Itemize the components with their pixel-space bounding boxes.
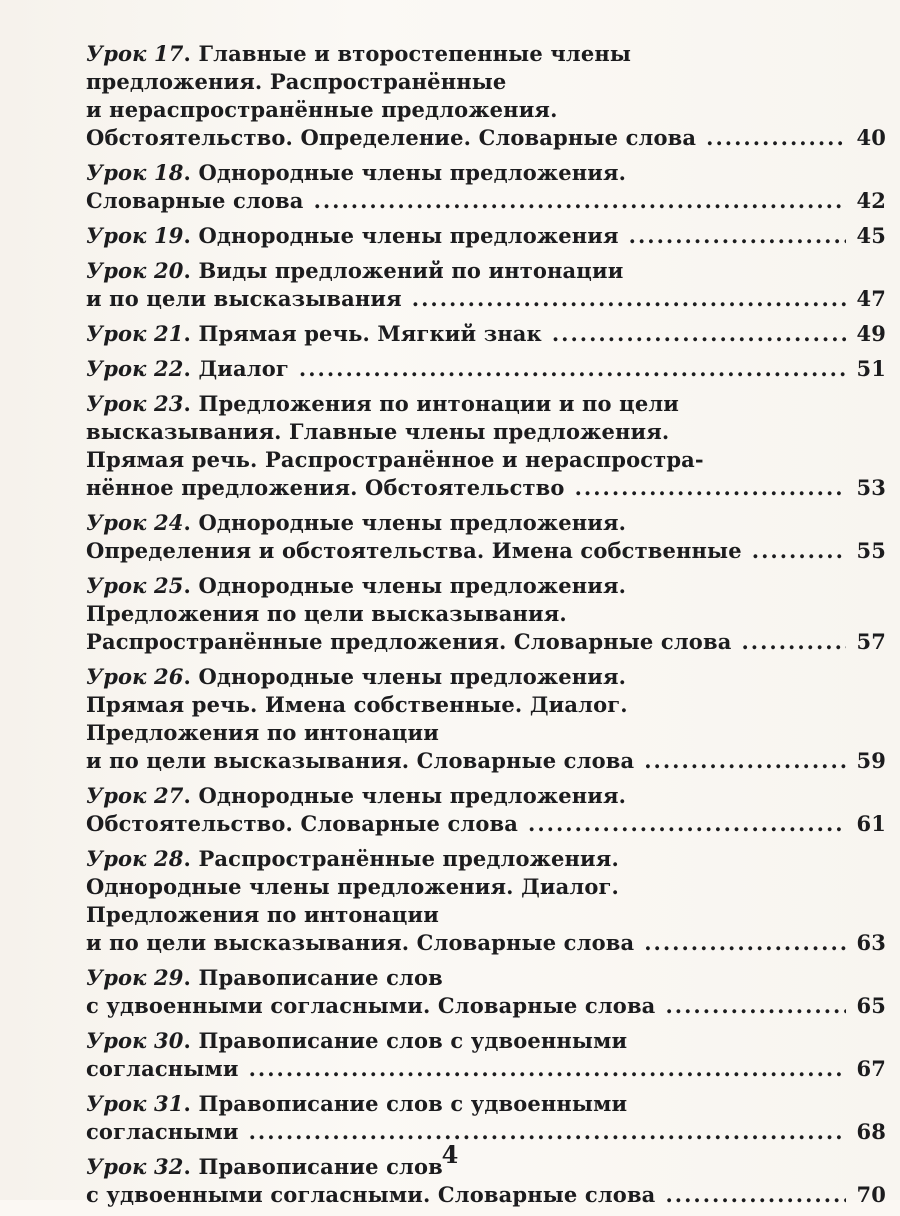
toc-line-text: и по цели высказывания. Словарные слова xyxy=(86,930,635,955)
toc-line-text: и по цели высказывания. Словарные слова xyxy=(86,748,635,773)
toc-line-text: Распространённые предложения. xyxy=(198,846,619,871)
toc-entry xyxy=(86,355,886,383)
toc-entry-last-line xyxy=(86,285,886,313)
toc-line-text: Правописание слов xyxy=(198,1154,443,1179)
lesson-label: Урок 17 xyxy=(86,41,184,66)
toc-page-number: 49 xyxy=(856,321,886,346)
toc-entry xyxy=(86,782,886,838)
toc-entry-line xyxy=(86,782,886,810)
toc-line-text: предложения. Распространённые xyxy=(86,69,507,94)
toc-page-number: 42 xyxy=(856,188,886,213)
toc-entry-text xyxy=(86,1181,655,1209)
toc-line-text: с удвоенными согласными. Словарные слова xyxy=(86,993,656,1018)
toc-line-text: Словарные слова xyxy=(86,188,304,213)
toc-line-text: Предложения по цели высказывания. xyxy=(86,601,567,626)
toc-entry-line xyxy=(86,509,886,537)
toc-entry-text: Урок 30. Правописание слов с удвоенными xyxy=(86,1028,628,1053)
toc-line-text: Однородные члены предложения. xyxy=(198,573,627,598)
toc-entry xyxy=(86,964,886,1020)
toc-entry-text xyxy=(86,929,634,957)
toc-entry-line xyxy=(86,964,886,992)
toc-line-text: Однородные члены предложения. Диалог. xyxy=(86,874,619,899)
toc-entry-text: Урок 20. Виды предложений по интонации xyxy=(86,258,624,283)
toc-entry-text xyxy=(86,692,628,717)
toc-entry-text xyxy=(86,447,704,472)
toc-page-number: 45 xyxy=(856,223,886,248)
toc-line-text: Однородные члены предложения. xyxy=(198,510,627,535)
lesson-label: Урок 26 xyxy=(86,664,184,689)
lesson-label: Урок 30 xyxy=(86,1028,184,1053)
toc-entry-text: Урок 31. Правописание слов с удвоенными xyxy=(86,1091,628,1116)
toc-line-text: Прямая речь. Мягкий знак xyxy=(198,321,542,346)
toc-entry-text: Урок 27. Однородные члены предложения. xyxy=(86,783,627,808)
toc-entry-line xyxy=(86,40,886,68)
toc-entry-last-line xyxy=(86,992,886,1020)
toc-entry xyxy=(86,320,886,348)
toc-entry xyxy=(86,845,886,957)
toc-entry-text xyxy=(86,474,565,502)
dot-leader xyxy=(552,320,846,348)
toc-line-text: Виды предложений по интонации xyxy=(198,258,624,283)
toc-line-text: с удвоенными согласными. Словарные слова xyxy=(86,1182,656,1207)
toc-entry-text: Урок 24. Однородные члены предложения. xyxy=(86,510,627,535)
toc-entry-text: Урок 23. Предложения по интонации и по цели xyxy=(86,391,680,416)
toc-entry-line xyxy=(86,600,886,628)
lesson-label: Урок 27 xyxy=(86,783,184,808)
toc-entry-last-line xyxy=(86,320,886,348)
toc-line-text: Предложения по интонации и по цели xyxy=(198,391,680,416)
toc-entry-last-line xyxy=(86,222,886,250)
toc-entry-text: Урок 28. Распространённые предложения. xyxy=(86,846,619,871)
dot-leader xyxy=(644,929,846,957)
toc-line-text: и по цели высказывания xyxy=(86,286,402,311)
toc-line-text: Распространённые предложения. Словарные слова xyxy=(86,629,732,654)
toc-line-text: Однородные члены предложения. xyxy=(198,783,627,808)
toc-entry-line xyxy=(86,446,886,474)
dot-leader xyxy=(412,285,846,313)
toc-page-number: 63 xyxy=(856,930,886,955)
toc-page-number: 61 xyxy=(856,811,886,836)
toc-line-text: согласными xyxy=(86,1119,239,1144)
dot-leader xyxy=(249,1055,846,1083)
table-of-contents xyxy=(86,40,886,1216)
toc-entry-line xyxy=(86,901,886,929)
lesson-label: Урок 21 xyxy=(86,321,184,346)
toc-entry-text xyxy=(86,285,402,313)
toc-entry-line xyxy=(86,96,886,124)
toc-entry-text: Урок 29. Правописание слов xyxy=(86,965,443,990)
toc-line-text: Однородные члены предложения xyxy=(198,223,619,248)
toc-entry-line xyxy=(86,418,886,446)
toc-line-text: нённое предложения. Обстоятельство xyxy=(86,475,565,500)
dot-leader xyxy=(665,992,846,1020)
toc-entry xyxy=(86,1090,886,1146)
toc-line-text: Обстоятельство. Определение. Словарные слова xyxy=(86,125,697,150)
toc-entry-line xyxy=(86,1090,886,1118)
toc-entry xyxy=(86,40,886,152)
toc-line-text: Определения и обстоятельства. Имена собственные xyxy=(86,538,742,563)
dot-leader xyxy=(741,628,846,656)
toc-entry-line xyxy=(86,68,886,96)
toc-entry-last-line xyxy=(86,929,886,957)
toc-entry-text xyxy=(86,69,506,94)
toc-entry-text xyxy=(86,1055,239,1083)
toc-page-number: 53 xyxy=(856,475,886,500)
toc-entry-text: Урок 22. Диалог xyxy=(86,356,289,381)
toc-entry xyxy=(86,222,886,250)
toc-entry-last-line xyxy=(86,187,886,215)
toc-entry-last-line xyxy=(86,355,886,383)
toc-entry xyxy=(86,1027,886,1083)
toc-line-text: согласными xyxy=(86,1056,239,1081)
toc-line-text: Прямая речь. Распространённое и нераспростра- xyxy=(86,447,704,472)
toc-entry-line xyxy=(86,159,886,187)
toc-entry-text xyxy=(86,747,634,775)
toc-entry-text xyxy=(86,902,439,927)
toc-entry-last-line xyxy=(86,747,886,775)
toc-line-text: высказывания. Главные члены предложения. xyxy=(86,419,670,444)
toc-line-text: Однородные члены предложения. xyxy=(198,664,627,689)
toc-line-text: и нераспространённые предложения. xyxy=(86,97,558,122)
toc-entry-text xyxy=(86,992,655,1020)
lesson-label: Урок 29 xyxy=(86,965,184,990)
dot-leader xyxy=(575,474,846,502)
dot-leader xyxy=(644,747,846,775)
toc-entry-line xyxy=(86,873,886,901)
toc-page-number: 70 xyxy=(856,1182,886,1207)
toc-line-text: Главные и второстепенные члены xyxy=(198,41,632,66)
toc-entry xyxy=(86,390,886,502)
dot-leader xyxy=(629,222,846,250)
toc-entry-last-line xyxy=(86,474,886,502)
toc-entry-last-line xyxy=(86,1181,886,1209)
toc-line-text: Предложения по интонации xyxy=(86,720,439,745)
toc-entry-line xyxy=(86,719,886,747)
toc-entry-line xyxy=(86,572,886,600)
toc-entry-text xyxy=(86,419,669,444)
toc-entry-text: Урок 32. Правописание слов xyxy=(86,1154,443,1179)
lesson-label: Урок 28 xyxy=(86,846,184,871)
toc-page-number: 57 xyxy=(856,629,886,654)
dot-leader xyxy=(299,355,846,383)
toc-entry-text: Урок 25. Однородные члены предложения. xyxy=(86,573,627,598)
toc-entry-last-line xyxy=(86,1055,886,1083)
toc-page-number: 51 xyxy=(856,356,886,381)
dot-leader xyxy=(528,810,846,838)
toc-line-text: Обстоятельство. Словарные слова xyxy=(86,811,519,836)
toc-entry-text: Урок 17. Главные и второстепенные члены xyxy=(86,41,632,66)
toc-line-text: Правописание слов с удвоенными xyxy=(198,1028,628,1053)
lesson-label: Урок 18 xyxy=(86,160,184,185)
toc-line-text: Прямая речь. Имена собственные. Диалог. xyxy=(86,692,628,717)
toc-entry xyxy=(86,663,886,775)
toc-entry-line xyxy=(86,691,886,719)
lesson-label: Урок 20 xyxy=(86,258,184,283)
lesson-label: Урок 23 xyxy=(86,391,184,416)
toc-entry-line xyxy=(86,390,886,418)
lesson-label: Урок 31 xyxy=(86,1091,184,1116)
toc-entry xyxy=(86,257,886,313)
dot-leader xyxy=(752,537,846,565)
toc-entry-text: Урок 21. Прямая речь. Мягкий знак xyxy=(86,321,542,346)
toc-entry-last-line xyxy=(86,537,886,565)
toc-entry-text: Урок 18. Однородные члены предложения. xyxy=(86,160,627,185)
toc-entry-line xyxy=(86,1027,886,1055)
lesson-label: Урок 22 xyxy=(86,356,184,381)
toc-entry-text: Урок 19. Однородные члены предложения xyxy=(86,223,619,248)
toc-entry-text xyxy=(86,97,558,122)
toc-line-text: Диалог xyxy=(198,356,289,381)
toc-page-number: 59 xyxy=(856,748,886,773)
toc-entry-line xyxy=(86,845,886,873)
toc-entry-text xyxy=(86,874,619,899)
toc-entry-text xyxy=(86,537,742,565)
toc-entry-line xyxy=(86,663,886,691)
toc-page-number: 68 xyxy=(856,1119,886,1144)
toc-entry-last-line xyxy=(86,628,886,656)
toc-page-number: 67 xyxy=(856,1056,886,1081)
toc-line-text: Однородные члены предложения. xyxy=(198,160,627,185)
toc-entry-text xyxy=(86,628,731,656)
lesson-label: Урок 25 xyxy=(86,573,184,598)
toc-entry-text xyxy=(86,810,518,838)
toc-entry xyxy=(86,509,886,565)
toc-page-number: 47 xyxy=(856,286,886,311)
toc-line-text: Предложения по интонации xyxy=(86,902,439,927)
toc-page-number: 40 xyxy=(856,125,886,150)
toc-entry-last-line xyxy=(86,124,886,152)
dot-leader xyxy=(706,124,846,152)
dot-leader xyxy=(314,187,846,215)
dot-leader xyxy=(665,1181,846,1209)
page-number: 4 xyxy=(441,1140,459,1169)
toc-line-text: Правописание слов с удвоенными xyxy=(198,1091,628,1116)
toc-entry-line xyxy=(86,257,886,285)
toc-entry-last-line xyxy=(86,810,886,838)
toc-line-text: Правописание слов xyxy=(198,965,443,990)
toc-entry-text: Урок 26. Однородные члены предложения. xyxy=(86,664,627,689)
toc-entry-text xyxy=(86,601,567,626)
toc-entry xyxy=(86,159,886,215)
toc-entry-text xyxy=(86,187,304,215)
toc-entry-text xyxy=(86,124,696,152)
toc-page-number: 65 xyxy=(856,993,886,1018)
toc-entry xyxy=(86,572,886,656)
lesson-label: Урок 32 xyxy=(86,1154,184,1179)
lesson-label: Урок 24 xyxy=(86,510,184,535)
toc-page-number: 55 xyxy=(856,538,886,563)
toc-entry-text xyxy=(86,720,439,745)
lesson-label: Урок 19 xyxy=(86,223,184,248)
